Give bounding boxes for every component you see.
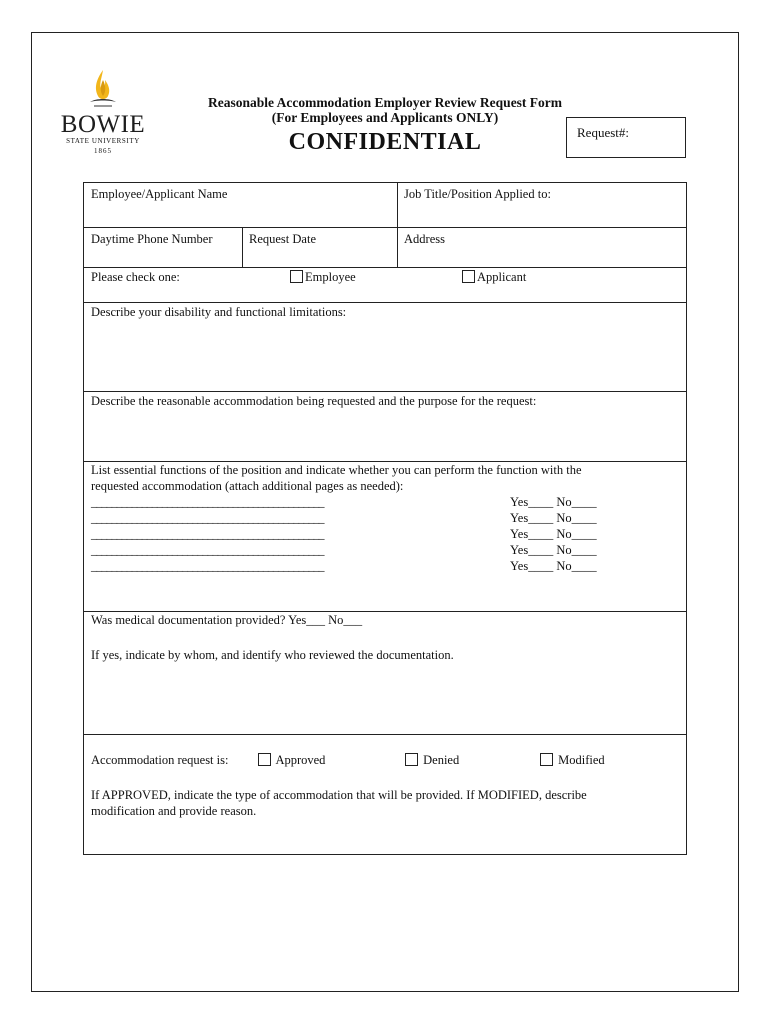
functions-row — [84, 462, 686, 612]
logo-subtitle: STATE UNIVERSITY — [66, 137, 140, 145]
address-label: Address — [404, 232, 445, 246]
function-yes-no[interactable]: Yes____ No____ — [510, 543, 597, 557]
phone-field[interactable] — [84, 228, 242, 267]
check-one-label: Please check one: — [91, 270, 180, 284]
function-yes-no[interactable]: Yes____ No____ — [510, 511, 597, 525]
disability-row[interactable] — [84, 303, 686, 392]
name-label: Employee/Applicant Name — [91, 187, 228, 201]
approved-note-line-1: If APPROVED, indicate the type of accommodation that will be provided. If MODIFIED, describe — [91, 788, 587, 802]
medical-followup-label: If yes, indicate by whom, and identify who reviewed the documentation. — [91, 648, 454, 662]
denied-option-label: Denied — [423, 753, 460, 767]
employee-option-label: Employee — [305, 270, 356, 284]
confidential-label: CONFIDENTIAL — [288, 129, 482, 155]
request-number-field[interactable] — [566, 117, 686, 158]
approved-checkbox[interactable] — [258, 753, 271, 766]
request-date-field[interactable] — [242, 228, 397, 267]
modified-option-label: Modified — [558, 753, 605, 767]
employee-checkbox[interactable] — [290, 270, 303, 283]
medical-documentation-label: Was medical documentation provided? Yes___ No___ — [91, 613, 363, 627]
function-line[interactable]: ______________________________________________ — [91, 511, 324, 525]
function-line[interactable]: ______________________________________________ — [91, 543, 324, 557]
status-row — [84, 735, 686, 854]
applicant-option[interactable] — [462, 270, 526, 285]
accommodation-row[interactable] — [84, 392, 686, 462]
functions-label-line-2: requested accommodation (attach additional pages as needed): — [91, 479, 404, 493]
function-yes-no[interactable]: Yes____ No____ — [510, 559, 597, 573]
form-heading — [160, 95, 610, 157]
form-title: Reasonable Accommodation Employer Review Request Form — [207, 95, 563, 110]
university-logo — [58, 68, 148, 156]
status-label: Accommodation request is: — [91, 753, 229, 767]
job-title-label: Job Title/Position Applied to: — [404, 187, 551, 201]
function-line[interactable]: ______________________________________________ — [91, 559, 324, 573]
applicant-checkbox[interactable] — [462, 270, 475, 283]
approved-note-line-2: modification and provide reason. — [91, 804, 257, 818]
approved-option-label: Approved — [275, 753, 326, 767]
request-number-label: Request#: — [577, 125, 629, 140]
form-subtitle: (For Employees and Applicants ONLY) — [271, 110, 499, 125]
function-yes-no[interactable]: Yes____ No____ — [510, 495, 597, 509]
accommodation-form — [83, 182, 687, 855]
logo-name: BOWIE — [60, 111, 146, 138]
contact-row — [84, 228, 686, 268]
medical-row[interactable] — [84, 612, 686, 735]
phone-label: Daytime Phone Number — [91, 232, 213, 246]
function-line[interactable]: ______________________________________________ — [91, 527, 324, 541]
denied-checkbox[interactable] — [405, 753, 418, 766]
logo-year: 1865 — [94, 147, 112, 155]
check-one-row — [84, 268, 686, 303]
disability-label: Describe your disability and functional limitations: — [91, 305, 347, 319]
denied-option[interactable] — [405, 753, 459, 768]
job-title-field[interactable] — [397, 183, 686, 227]
request-date-label: Request Date — [249, 232, 316, 246]
employee-option[interactable] — [290, 270, 356, 285]
functions-label-line-1: List essential functions of the position and indicate whether you can perform the function with the — [91, 463, 582, 477]
name-field[interactable] — [84, 183, 397, 227]
function-yes-no[interactable]: Yes____ No____ — [510, 527, 597, 541]
modified-option[interactable] — [540, 753, 605, 768]
function-line[interactable]: ______________________________________________ — [91, 495, 324, 509]
address-field[interactable] — [397, 228, 686, 267]
modified-checkbox[interactable] — [540, 753, 553, 766]
approved-option[interactable] — [258, 753, 325, 768]
accommodation-label: Describe the reasonable accommodation being requested and the purpose for the request: — [91, 394, 537, 408]
name-row — [84, 183, 686, 228]
applicant-option-label: Applicant — [477, 270, 527, 284]
torch-flame-icon — [86, 68, 120, 112]
